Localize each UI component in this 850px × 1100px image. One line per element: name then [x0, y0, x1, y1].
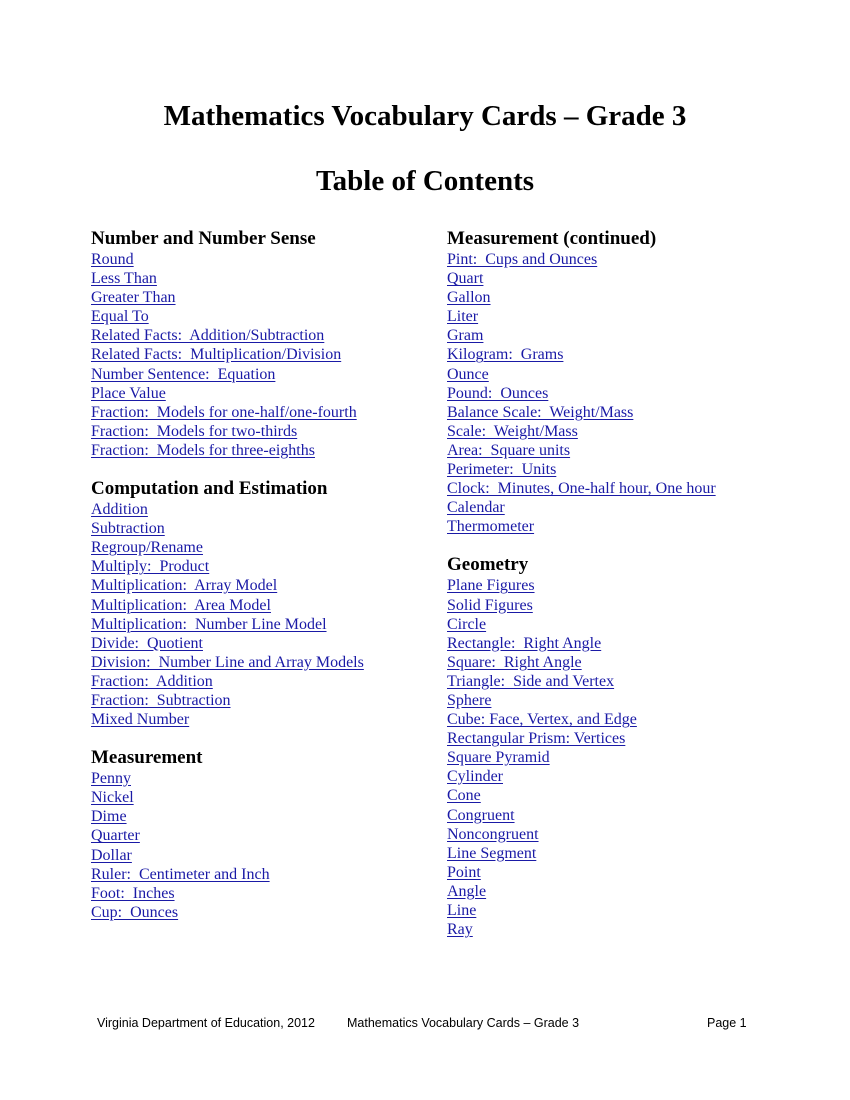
- toc-entry: [447, 653, 827, 672]
- toc-link[interactable]: Solid Figures: [447, 596, 533, 614]
- toc-link[interactable]: Gram: [447, 327, 484, 345]
- footer-document-title: Mathematics Vocabulary Cards – Grade 3: [347, 1016, 580, 1030]
- document-title: Mathematics Vocabulary Cards – Grade 3: [163, 100, 687, 132]
- toc-entry: [91, 345, 431, 364]
- toc-link[interactable]: Multiply: Product: [91, 558, 210, 576]
- section-heading: Number and Number Sense: [91, 228, 316, 249]
- toc-entry: [91, 365, 431, 384]
- toc-entry: [91, 710, 431, 729]
- toc-entry: [91, 846, 431, 865]
- toc-entry: [91, 807, 431, 826]
- footer-publisher: Virginia Department of Education, 2012: [97, 1016, 315, 1030]
- toc-entry: [447, 672, 827, 691]
- toc-link[interactable]: Thermometer: [447, 518, 535, 536]
- toc-entry: [447, 729, 827, 748]
- toc-link[interactable]: Quarter: [91, 827, 140, 845]
- toc-link[interactable]: Square: Right Angle: [447, 653, 582, 671]
- toc-link[interactable]: Place Value: [91, 384, 166, 402]
- toc-list: [91, 769, 431, 922]
- toc-link[interactable]: Fraction: Models for one-half/one-fourth: [91, 403, 357, 421]
- toc-entry: [447, 786, 827, 805]
- toc-section: [91, 478, 431, 729]
- toc-entry: [91, 288, 431, 307]
- toc-entry: [91, 788, 431, 807]
- toc-link[interactable]: Dime: [91, 808, 127, 826]
- toc-entry: [447, 920, 827, 939]
- toc-link[interactable]: Multiplication: Array Model: [91, 577, 278, 595]
- toc-entry: [91, 884, 431, 903]
- toc-link[interactable]: Nickel: [91, 789, 134, 807]
- toc-link[interactable]: Multiplication: Area Model: [91, 596, 271, 614]
- toc-link[interactable]: Divide: Quotient: [91, 634, 203, 652]
- toc-link[interactable]: Angle: [447, 882, 487, 900]
- toc-link[interactable]: Number Sentence: Equation: [91, 365, 276, 383]
- toc-link[interactable]: Congruent: [447, 806, 515, 824]
- toc-entry: [91, 557, 431, 576]
- toc-link[interactable]: Scale: Weight/Mass: [447, 422, 578, 440]
- toc-section: [447, 228, 827, 536]
- toc-link[interactable]: Cone: [447, 787, 481, 805]
- toc-link[interactable]: Pint: Cups and Ounces: [447, 251, 598, 268]
- toc-list: [447, 250, 827, 536]
- toc-link[interactable]: Fraction: Addition: [91, 672, 213, 690]
- toc-entry: [91, 691, 431, 710]
- toc-link[interactable]: Point: [447, 863, 481, 881]
- toc-link[interactable]: Ray: [447, 921, 473, 939]
- toc-link[interactable]: Division: Number Line and Array Models: [91, 653, 364, 671]
- toc-entry: [447, 498, 827, 517]
- toc-link[interactable]: Line: [447, 902, 477, 919]
- toc-entry: [91, 269, 431, 288]
- toc-entry: [447, 691, 827, 710]
- toc-entry: [91, 250, 431, 269]
- footer-page-number: Page 1: [707, 1016, 747, 1030]
- toc-list: [91, 500, 431, 729]
- page-footer: [0, 1016, 850, 1032]
- toc-entry: [447, 710, 827, 729]
- toc-entry: [447, 517, 827, 536]
- toc-link[interactable]: Perimeter: Units: [447, 461, 557, 479]
- section-heading: Computation and Estimation: [91, 478, 328, 500]
- toc-link[interactable]: Greater Than: [91, 289, 176, 307]
- toc-entry: [447, 634, 827, 653]
- toc-link[interactable]: Kilogram: Grams: [447, 346, 564, 364]
- toc-entry: [91, 538, 431, 557]
- toc-link[interactable]: Regroup/Rename: [91, 539, 203, 557]
- toc-link[interactable]: Related Facts: Addition/Subtraction: [91, 327, 325, 345]
- toc-entry: [91, 769, 431, 788]
- toc-list: [91, 250, 431, 460]
- toc-link[interactable]: Cylinder: [447, 768, 503, 786]
- toc-entry: [447, 422, 827, 441]
- toc-entry: [447, 384, 827, 403]
- toc-link[interactable]: Addition: [91, 501, 148, 519]
- toc-entry: [91, 422, 431, 441]
- toc-entry: [91, 903, 431, 922]
- toc-left-column: [91, 228, 431, 940]
- toc-entry: [447, 326, 827, 345]
- toc-entry: [447, 441, 827, 460]
- toc-link[interactable]: Fraction: Models for two-thirds: [91, 422, 298, 440]
- toc-link[interactable]: Rectangular Prism: Vertices: [447, 730, 626, 748]
- toc-link[interactable]: Subtraction: [91, 520, 165, 538]
- toc-link[interactable]: Triangle: Side and Vertex: [447, 672, 615, 690]
- toc-entry: [91, 500, 431, 519]
- toc-link[interactable]: Clock: Minutes, One-half hour, One hour: [447, 480, 716, 498]
- toc-link[interactable]: Multiplication: Number Line Model: [91, 615, 327, 633]
- toc-entry: [91, 653, 431, 672]
- toc-link[interactable]: Ounce: [447, 365, 489, 383]
- toc-entry: [91, 441, 431, 460]
- toc-entry: [447, 307, 827, 326]
- toc-entry: [447, 250, 827, 269]
- toc-section: [447, 554, 827, 939]
- toc-entry: [91, 519, 431, 538]
- toc-entry: [91, 403, 431, 422]
- toc-section: [91, 228, 431, 460]
- toc-entry: [91, 826, 431, 845]
- section-heading: Measurement: [91, 747, 203, 769]
- toc-entry: [447, 479, 827, 498]
- toc-entry: [91, 615, 431, 634]
- toc-link[interactable]: Fraction: Subtraction: [91, 691, 231, 709]
- toc-list: [447, 576, 827, 939]
- toc-link[interactable]: Liter: [447, 308, 479, 326]
- section-heading: Measurement (continued): [447, 228, 657, 249]
- toc-entry: [447, 863, 827, 882]
- toc-entry: [447, 882, 827, 901]
- toc-link[interactable]: Circle: [447, 615, 487, 633]
- toc-link[interactable]: Pound: Ounces: [447, 384, 549, 402]
- toc-link[interactable]: Penny: [91, 770, 131, 788]
- toc-entry: [447, 345, 827, 364]
- toc-entry: [447, 615, 827, 634]
- toc-heading: Table of Contents: [315, 165, 535, 197]
- toc-entry: [447, 288, 827, 307]
- toc-link[interactable]: Balance Scale: Weight/Mass: [447, 403, 634, 421]
- toc-link[interactable]: Ruler: Centimeter and Inch: [91, 865, 270, 883]
- toc-entry: [447, 748, 827, 767]
- toc-entry: [91, 326, 431, 345]
- toc-link[interactable]: Less Than: [91, 270, 157, 288]
- toc-link[interactable]: Line Segment: [447, 844, 537, 862]
- toc-entry: [91, 576, 431, 595]
- toc-link[interactable]: Cup: Ounces: [91, 903, 179, 921]
- toc-entry: [447, 767, 827, 786]
- toc-section: [91, 747, 431, 922]
- toc-entry: [447, 460, 827, 479]
- toc-entry: [447, 844, 827, 863]
- toc-link[interactable]: Square Pyramid: [447, 749, 550, 767]
- toc-entry: [447, 576, 827, 595]
- toc-entry: [91, 634, 431, 653]
- toc-link[interactable]: Quart: [447, 270, 484, 288]
- toc-link[interactable]: Gallon: [447, 289, 491, 307]
- toc-link[interactable]: Fraction: Models for three-eighths: [91, 441, 315, 459]
- toc-link[interactable]: Round: [91, 251, 134, 268]
- toc-entry: [91, 672, 431, 691]
- toc-entry: [91, 384, 431, 403]
- toc-link[interactable]: Sphere: [447, 691, 492, 709]
- toc-link[interactable]: Rectangle: Right Angle: [447, 634, 602, 652]
- toc-link[interactable]: Area: Square units: [447, 441, 571, 459]
- toc-link[interactable]: Mixed Number: [91, 711, 190, 729]
- toc-entry: [91, 596, 431, 615]
- section-heading: Geometry: [447, 554, 529, 576]
- toc-link[interactable]: Equal To: [91, 308, 149, 326]
- toc-link[interactable]: Noncongruent: [447, 825, 539, 843]
- toc-link[interactable]: Dollar: [91, 846, 132, 864]
- toc-entry: [447, 269, 827, 288]
- toc-entry: [447, 901, 827, 920]
- toc-link[interactable]: Foot: Inches: [91, 884, 175, 902]
- toc-entry: [91, 865, 431, 884]
- toc-entry: [91, 307, 431, 326]
- toc-entry: [447, 806, 827, 825]
- toc-entry: [447, 596, 827, 615]
- toc-link[interactable]: Related Facts: Multiplication/Division: [91, 346, 342, 364]
- toc-entry: [447, 825, 827, 844]
- toc-link[interactable]: Plane Figures: [447, 577, 535, 595]
- toc-right-column: [447, 228, 827, 957]
- toc-link[interactable]: Cube: Face, Vertex, and Edge: [447, 711, 637, 729]
- toc-link[interactable]: Calendar: [447, 499, 505, 517]
- toc-entry: [447, 403, 827, 422]
- toc-entry: [447, 365, 827, 384]
